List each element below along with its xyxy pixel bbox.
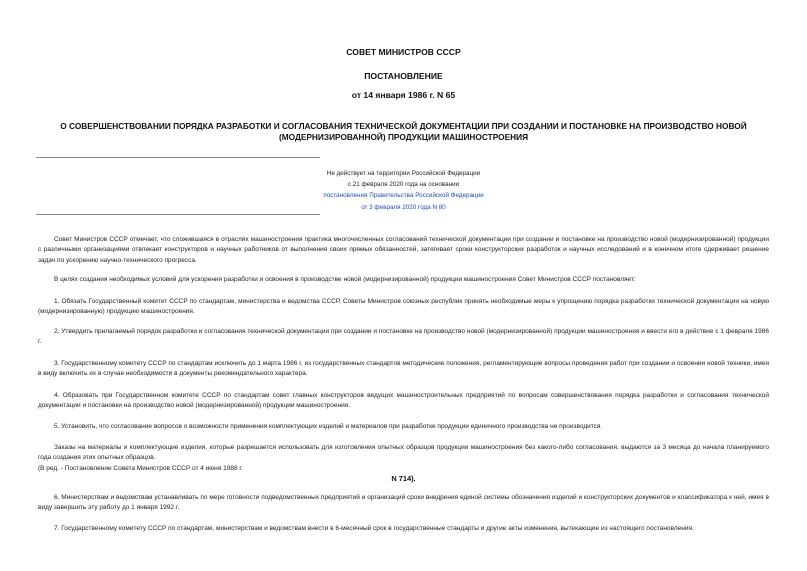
paragraph-1: 1. Обязать Государственный комитет СССР по стандартам, министерства и ведомства СССР, Советы Министров союзных республик принять необходимые меры к упрощению порядка разработки технической документации на новую (модернизированную) продукцию машиностроения. (38, 298, 769, 316)
document-title: О СОВЕРШЕНСТВОВАНИИ ПОРЯДКА РАЗРАБОТКИ И СОГЛАСОВАНИЯ ТЕХНИЧЕСКОЙ ДОКУМЕНТАЦИИ ПРИ СОЗДАНИИ И ПОСТАНОВКЕ НА ПРОИЗВОДСТВО НОВОЙ (МОДЕРНИЗИРОВАННОЙ) ПРОДУКЦИИ МАШИНОСТРОЕНИЯ (60, 121, 747, 142)
edit-note: (В ред. - Постановление Совета Министров СССР от 4 июня 1988 г. (38, 464, 243, 472)
paragraph-4: 4. Образовать при Государственном комитете СССР по стандартам совет главных конструкторов ведущих машиностроительных предприятий по вопросам совершенствования порядка разработки и согласования технической документации и постановки на производство новой (модернизированной) продукции машиностроения. (38, 392, 769, 410)
paragraph-5: 5. Установить, что согласование вопросов о возможности применения комплектующих изделий и материалов при разработке продукции единичного производства не производится. (54, 423, 603, 430)
paragraph-orders (38, 443, 769, 474)
issuing-body: СОВЕТ МИНИСТРОВ СССР (346, 47, 461, 57)
edit-note-number: N 714). (391, 474, 416, 483)
status-notice (250, 168, 557, 213)
status-line: Не действует на территории Российской Федерации (326, 170, 481, 177)
repeal-decree-link[interactable]: постановления Правительства Российской Федерации (323, 192, 484, 200)
status-line: с 21 февраля 2020 года на основании (347, 181, 460, 189)
repeal-decree-link[interactable]: от 3 февраля 2020 года N 80 (361, 203, 446, 211)
paragraph-3: 3. Государственному комитету СССР по стандартам исключить до 1 марта 1986 г. из государственных стандартов методические положения, регламентирующие вопросы проведения работ при создании и освоении новой техники, имея в виду включить их в случае необходимости в документы рекомендательного характера. (38, 360, 769, 378)
document-date-number: от 14 января 1986 г. N 65 (351, 90, 456, 100)
paragraph-orders-text: Заказы на материалы и комплектующие изделия, которые разрешается использовать для изготовления опытных образцов продукции машиностроения без какого-либо согласования, выдаются за 3 месяца до начала планируемого года создания этих опытных образцов. (38, 444, 769, 462)
paragraph-7: 7. Государственному комитету СССР по стандартам, министерствам и ведомствам внести в 6-месячный срок в государственные стандарты и другие акты изменения, вытекающие из настоящего постановления. (54, 525, 694, 532)
paragraph-2: 2. Утвердить прилагаемый порядок разработки и согласования технической документации при создании и постановке на производство новой (модернизированной) продукции машиностроения и ввести его в действие с 1 февраля 1986 г. (38, 328, 769, 346)
paragraph-purpose: В целях создания необходимых условий для ускорения разработки и освоения в производстве новой (модернизированной) продукции машиностроения Совет Министров СССР постановляет: (54, 276, 636, 283)
paragraph-6: 6. Министерствам и ведомствам устанавливать по мере готовности подведомственных предприятий и организаций сроки внедрения единой системы обозначения изделий и конструкторских документов и классификатора к ней, имея в виду завершить эту работу до 1 января 1992 г. (38, 494, 769, 512)
divider-bottom (36, 214, 320, 215)
document-type: ПОСТАНОВЛЕНИЕ (364, 71, 443, 81)
paragraph-intro: Совет Министров СССР отмечает, что сложившаяся в отраслях машиностроения практика многочисленных согласований технической документации при создании и постановке на производство новой (модернизированной) продукции с различными организациями отвлекает конструкторов и научных работников от выполнения своих прямых обязанностей, затягивает сроки конструкторских разработок и научных исследований и в конечном итоге сдерживает решение задач по ускорению научно-технического прогресса. (38, 236, 769, 264)
divider-top (36, 157, 320, 158)
